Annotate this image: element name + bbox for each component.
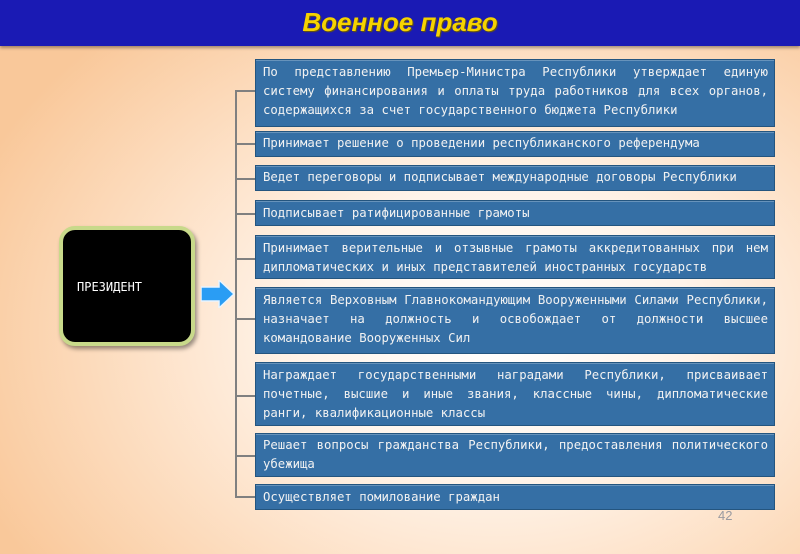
power-item: Награждает государственными наградами Республики, присваивает почетные, высшие и иные звания, классные чины, дипломатические ранги, квалификационные классы xyxy=(255,362,775,426)
power-item: Является Верховным Главнокомандующим Вооруженными Силами Республики, назначает на должность и освобождает от должности высшее командование Вооруженных Сил xyxy=(255,287,775,354)
connector-tick xyxy=(235,496,255,498)
connector-tick xyxy=(235,258,255,260)
arrow-right-icon xyxy=(201,280,235,308)
connector-tick xyxy=(235,90,255,92)
connector-tick xyxy=(235,143,255,145)
president-label: ПРЕЗИДЕНТ xyxy=(77,280,143,294)
power-item: По представлению Премьер-Министра Республики утверждает единую систему финансирования и оплаты труда работников для всех органов, содержащихся за счет государственного бюджета Республики xyxy=(255,59,775,127)
power-item: Ведет переговоры и подписывает международные договоры Республики xyxy=(255,165,775,191)
connector-line xyxy=(235,90,237,496)
slide-title: Военное право xyxy=(302,7,498,37)
connector-tick xyxy=(235,213,255,215)
page-number: 42 xyxy=(718,508,733,523)
power-item: Осуществляет помилование граждан xyxy=(255,484,775,510)
connector-tick xyxy=(235,178,255,180)
title-bar xyxy=(0,0,800,46)
connector-tick xyxy=(235,395,255,397)
connector-tick xyxy=(235,455,255,457)
power-item: Подписывает ратифицированные грамоты xyxy=(255,200,775,226)
connector-tick xyxy=(235,318,255,320)
power-item: Принимает верительные и отзывные грамоты аккредитованных при нем дипломатических и иных представителей иностранных государств xyxy=(255,235,775,279)
power-item: Решает вопросы гражданства Республики, предоставления политического убежища xyxy=(255,433,775,477)
power-item: Принимает решение о проведении республиканского референдума xyxy=(255,131,775,157)
president-box xyxy=(59,226,195,346)
